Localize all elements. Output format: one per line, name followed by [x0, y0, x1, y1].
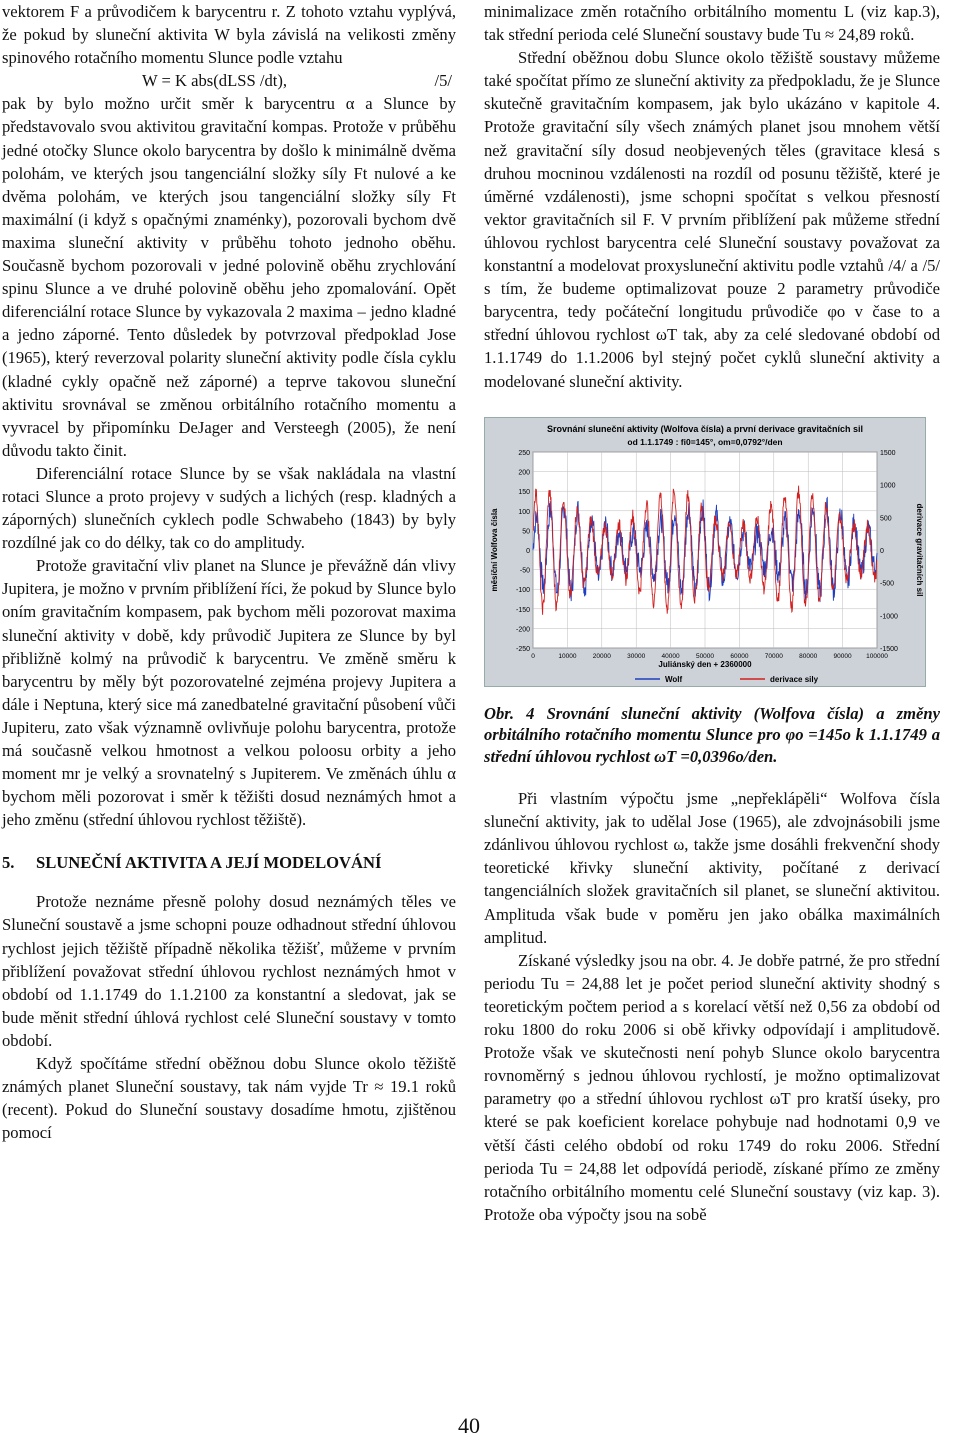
legend-wolf-label: Wolf — [665, 674, 683, 684]
right-tick-label: 0 — [880, 547, 884, 555]
formula-text: W = K abs(dLSS /dt), — [142, 71, 288, 91]
x-tick-label: 90000 — [833, 652, 852, 660]
section-title: SLUNEČNÍ AKTIVITA A JEJÍ MODELOVÁNÍ — [36, 853, 382, 873]
left-tick-label: 100 — [518, 508, 530, 516]
right-tick-label: 500 — [880, 514, 892, 522]
right-tick-label: 1500 — [880, 449, 896, 457]
left-tick-label: 150 — [518, 488, 530, 496]
left-paragraph-4: Protože gravitační vliv planet na Slunce je převážně dán vlivy Jupitera, je možno v prvním přiblížení říci, že pokud by Slunce bylo oním gravitačním kompasem, pak bychom měli pozorovat maxima sluneční aktivity v době, kdy průvodič Jupitera ze Slunce by byl přibližně kolmý na průvodič k barycentru. Ve změně směru k barycentru by měly být pozorovatelné zejména projevy Jupitera a dále i Neptuna, který sice má zanedbatelné gravitační působení vůči Jupiteru, zato však významně ovlivňuje polohu barycentra, protože má současně velkou hmotnost a velkou poloosu orbity a jeho moment mr je velký a srovnatelný s Jupiterem. Ve změnách úhlu α bychom měli pozorovat i směr k těžišti dosud neznámých hmot a jeho změnu (střední úhlovou rychlost těžiště). — [2, 556, 456, 830]
chart-subtitle: od 1.1.1749 : fi0=145°, om=0,0792°/den — [627, 436, 783, 447]
right-tick-label: -500 — [880, 580, 895, 588]
figure-caption: Obr. 4 Srovnání sluneční aktivity (Wolfova čísla) a změny orbitálního rotačního momentu Slunce pro φo =145o k 1.1.1749 a střední úhlovou rychlost ωT =0,0396o/den. — [484, 703, 940, 766]
left-tick-label: -200 — [515, 625, 530, 633]
chart-xlabel: Juliánský den + 2360000 — [658, 659, 752, 669]
right-paragraph-2: Střední oběžnou dobu Slunce okolo těžiště soustavy můžeme také spočítat přímo ze sluneční aktivity za předpokladu, že je Slunce skutečně gravitačním kompasem, jak bylo ukázáno v kapitole 4. Protože gravitační síly všech známých planet jsou mnohem větší než gravitační síly dosud neobjevených těles (gravitace klesá s druhou mocninou vzdálenosti na rozdíl od posunu těžiště, které je úměrné vzdálenosti), jsme schopni spočítat s velkou přesností vektor gravitačních sil F. V prvním přiblížení pak můžeme střední úhlovou rychlost barycentra celé Sluneční soustavy považovat za konstantní a modelovat proxysluneční aktivitu podle vztahů /4/ a /5/ s tím, že budeme optimalizovat pouze 2 parametry průvodiče barycentra, tedy počáteční longitudu průvodiče φo v čase to a střední úhlovou rychlost ωT tak, aby za celé sledované období od 1.1.1749 do 1.1.2006 byl stejný počet cyklů sluneční aktivity a modelované sluneční aktivity. — [484, 48, 940, 391]
chart-title: Srovnání sluneční aktivity (Wolfova čísla) a první derivace gravitačních sil — [547, 423, 863, 434]
formula-5 — [2, 69, 456, 92]
left-tick-label: -50 — [519, 567, 530, 575]
right-tick-label: -1500 — [880, 645, 898, 653]
right-paragraph-1: minimalizace změn rotačního orbitálního momentu L (viz kap.3), tak střední perioda celé Sluneční soustavy bude Tu ≈ 24,89 roků. — [484, 2, 940, 45]
x-tick-label: 20000 — [592, 652, 611, 660]
left-tick-label: -150 — [515, 606, 530, 614]
chart-ylabel-left: měsíční Wolfova čísla — [490, 508, 499, 592]
left-paragraph-1: vektorem F a průvodičem k barycentru r. Z tohoto vztahu vyplývá, že pokud by sluneční aktivita W byla závislá na velikosti změny spinového rotačního momentu Slunce podle vztahu — [2, 2, 456, 68]
left-tick-label: 50 — [522, 527, 530, 535]
x-tick-label: 10000 — [558, 652, 577, 660]
chart-svg — [485, 418, 925, 686]
section-number: 5. — [2, 853, 15, 873]
right-paragraph-3: Při vlastním výpočtu jsme „nepřeklápěli“ Wolfova čísla sluneční aktivity, jak to udělal Jose (1965), ale zdvojnásobili jsme zdánlivou úhlovou rychlost ω, takže jsme dosáhli frekvenční shody teoretické křivky sluneční aktivity, počítané z derivací tangenciálních složek gravitačních sil planet, se sluneční aktivitou. Amplituda však bude v poměru jen jako obálka maximálních amplitud. — [484, 789, 940, 947]
x-tick-label: 70000 — [764, 652, 783, 660]
left-tick-label: 250 — [518, 449, 530, 457]
page-number: 40 — [458, 1413, 480, 1438]
x-tick-label: 30000 — [627, 652, 646, 660]
x-tick-label: 0 — [531, 652, 535, 660]
chart-ylabel-right: derivace gravitačních sil — [915, 503, 924, 597]
legend-derivative-label: derivace sily — [770, 674, 819, 684]
x-tick-label: 100000 — [866, 652, 888, 660]
x-tick-label: 40000 — [661, 652, 680, 660]
x-tick-label: 50000 — [695, 652, 715, 660]
right-tick-label: 1000 — [880, 482, 896, 490]
left-paragraph-2: pak by bylo možno určit směr k barycentru α a Slunce by představovalo svou aktivitou gravitační kompas. Protože v průběhu jedné otočky Slunce okolo barycentra by došlo k minimálně dvěma polohám, ve kterých jsou tangenciální složky síly Ft nulové a ke dvěma polohám, ve kterých jsou tangenciální složky síly Ft maximální (i když s opačnými znaménky), pozorovali bychom dvě maxima sluneční aktivity v průběhu tohoto jednoho oběhu. Současně bychom pozorovali v jedné polovině oběhu zrychlování spinu Slunce a ve druhé polovině oběhu jeho zpomalování. Opět diferenciální rotace Slunce by vykazovala 2 maxima – jedno kladné a jedno záporné. Tento důsledek by potvrzoval předpoklad Jose (1965), který reverzoval polarity sluneční aktivity podle čísla cyklu (kladné cykly opačně než záporné) a teprve takovou sluneční aktivitu srovnával se změnou orbitálního rotačního momentu a vyvracel by připomínku DeJager and Versteegh (2005), že není důvodu takto činit. — [2, 94, 456, 460]
left-tick-label: -250 — [515, 645, 530, 653]
left-tick-label: 200 — [518, 469, 530, 477]
figure-4-chart — [484, 417, 926, 687]
x-tick-label: 60000 — [730, 652, 749, 660]
left-tick-label: 0 — [526, 547, 530, 555]
right-paragraph-4: Získané výsledky jsou na obr. 4. Je dobře patrné, že pro střední periodu Tu = 24,88 let je počet period sluneční aktivity shodný s teoretickým počtem period a s korelací větší než 0,56 za období od roku 1800 do roku 2006 si obě křivky odpovídají i amplitudově. Protože však ve skutečnosti není pohyb Slunce okolo barycentra rovnoměrný s jednou úhlovou rychlostí, je možno optimalizovat parametry φo a střední úhlovou rychlost ωT pro kratší úseky, pro které se pak koeficient korelace pohybuje nad hodnotami 0,9 ve větší části celého období od roku 1749 do roku 2006. Střední perioda Tu = 24,88 let odpovídá periodě, získané přímo ze změny rotačního orbitálního momentu celé Sluneční soustavy (viz kap. 3). Protože oba výpočty jsou na sobě — [484, 950, 940, 1224]
left-tick-label: -100 — [515, 586, 530, 594]
right-tick-label: -1000 — [880, 612, 898, 620]
section-heading — [2, 851, 456, 874]
x-tick-label: 80000 — [799, 652, 818, 660]
left-paragraph-3: Diferenciální rotace Slunce by se však nakládala na vlastní rotaci Slunce a proto projevy v sudých a lichých (resp. kladných a záporných) slunečních cyklech podle Schwabeho (1843) by byly rozdílné jak co do délky, tak co do amplitudy. — [2, 463, 456, 553]
left-column — [2, 0, 456, 1144]
left-paragraph-6: Když spočítáme střední oběžnou dobu Slunce okolo těžiště známých planet Sluneční soustavy, tak nám vyjde Tr ≈ 19.1 roků (recent). Pokud do Sluneční soustavy dosadíme hmotu, zjištěnou pomocí — [2, 1054, 456, 1143]
left-paragraph-5: Protože neznáme přesně polohy dosud neznámých těles ve Sluneční soustavě a jsme schopni pouze odhadnout střední úhlovou rychlost jejich těžiště případně několika těžišť, můžeme v prvním přiblížení považovat střední úhlovou rychlost neznámých hmot v období od 1.1.1749 do 1.1.2100 za konstantní a sledovat, jak se bude měnit střední úhlová rychlost celé Sluneční soustavy v tomto období. — [2, 892, 456, 1050]
formula-number: /5/ — [434, 71, 452, 91]
right-column — [484, 0, 940, 1226]
